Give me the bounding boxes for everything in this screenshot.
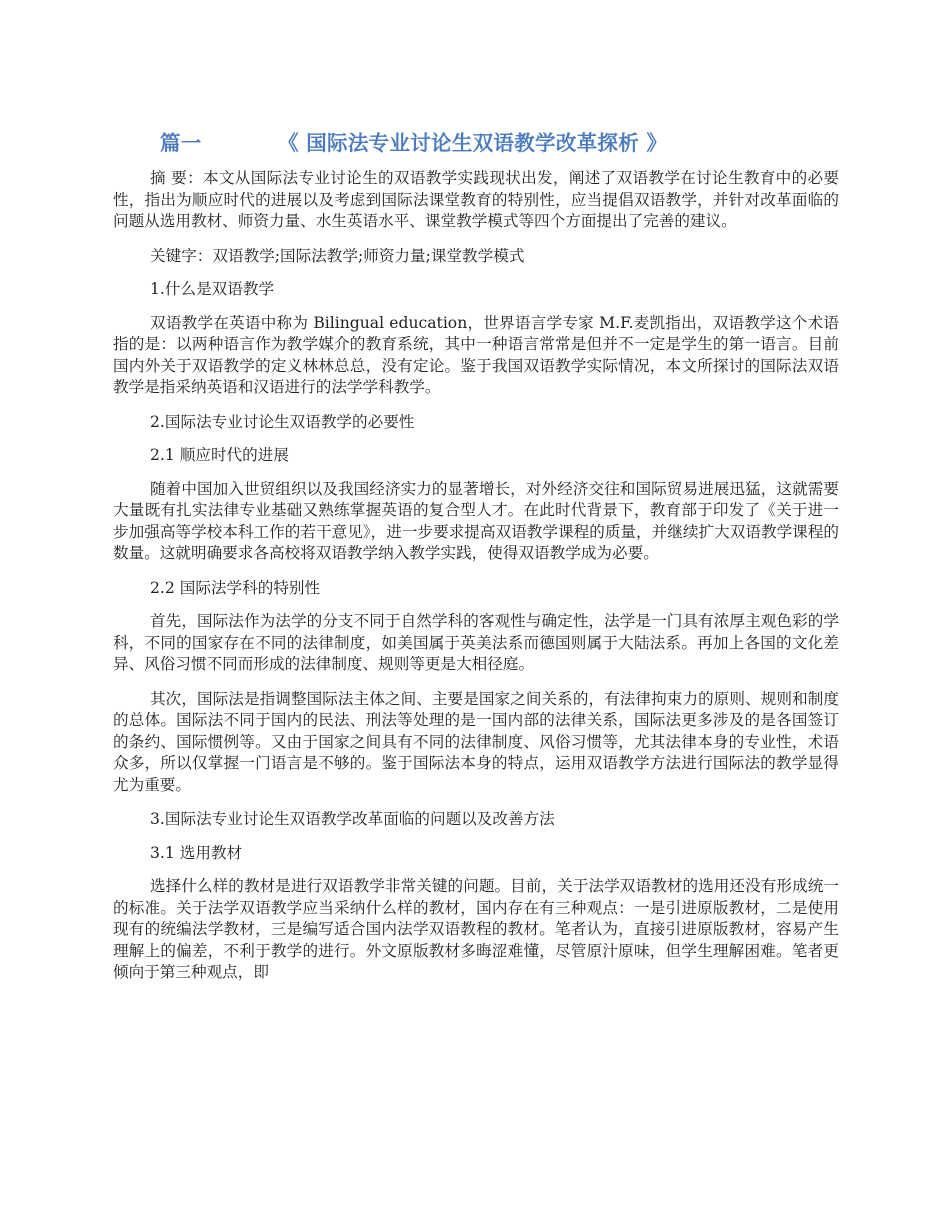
subsection-heading-2-1: 2.1 顺应时代的进展 [150, 446, 289, 464]
title-text: 《 国际法专业讨论生双语教学改革探析 》 [278, 131, 668, 155]
body-paragraph: 双语教学在英语中称为 Bilingual education，世界语言学专家 M.F.麦凯指出，双语教学这个术语指的是：以两种语言作为教学媒介的教育系统，其中一种语言常常是但并不一定是学生的第一语言。目前国内外关于双语教学的定义林林总总，没有定论。鉴于我国双语教学实际情况，本文所探讨的国际法双语教学是指采纳英语和汉语进行的法学学科教学。 [113, 313, 839, 396]
subsection-heading-2-2: 2.2 国际法学科的特别性 [150, 578, 321, 597]
abstract-paragraph: 摘 要：本文从国际法专业讨论生的双语教学实践现状出发，阐述了双语教学在讨论生教育中的必要性，指出为顺应时代的进展以及考虑到国际法课堂教育的特别性，应当提倡双语教学，并针对改革面临的问题从选用教材、师资力量、水生英语水平、课堂教学模式等四个方面提出了完善的建议。 [113, 169, 839, 230]
document-page [113, 126, 839, 997]
keywords-line: 关键字：双语教学;国际法教学;师资力量;课堂教学模式 [150, 246, 525, 265]
body-paragraph: 随着中国加入世贸组织以及我国经济实力的显著增长，对外经济交往和国际贸易进展迅猛，这就需要大量既有扎实法律专业基础又熟练掌握英语的复合型人才。在此时代背景下，教育部于印发了《关于进一步加强高等学校本科工作的若干意见》，进一步要求提高双语教学课程的质量，并继续扩大双语教学课程的数量。这就明确要求各高校将双语教学纳入教学实践，使得双语教学成为必要。 [113, 479, 839, 562]
subsection-heading-3-1: 3.1 选用教材 [150, 843, 243, 862]
section-heading-2: 2.国际法专业讨论生双语教学的必要性 [150, 412, 415, 431]
body-paragraph: 选择什么样的教材是进行双语教学非常关键的问题。目前，关于法学双语教材的选用还没有形成统一的标准。关于法学双语教学应当采纳什么样的教材，国内存在有三种观点：一是引进原版教材，二是使用现有的统编法学教材，三是编写适合国内法学双语教程的教材。笔者认为，直接引进原版教材，容易产生理解上的偏差，不利于教学的进行。外文原版教材多晦涩难懂，尽管原汁原味，但学生理解困难。笔者更倾向于第三种观点，即 [113, 877, 839, 981]
body-paragraph: 首先，国际法作为法学的分支不同于自然学科的客观性与确定性，法学是一门具有浓厚主观色彩的学科，不同的国家存在不同的法律制度，如美国属于英美法系而德国则属于大陆法系。再加上各国的文化差异、风俗习惯不同而形成的法律制度、规则等更是大相径庭。 [113, 612, 839, 673]
section-heading-1: 1.什么是双语教学 [150, 280, 275, 298]
title-label: 篇一 [160, 131, 202, 155]
body-paragraph: 其次，国际法是指调整国际法主体之间、主要是国家之间关系的，有法律拘束力的原则、规则和制度的总体。国际法不同于国内的民法、刑法等处理的是一国内部的法律关系，国际法更多涉及的是各国签订的条约、国际惯例等。又由于国家之间具有不同的法律制度、风俗习惯等，尤其法律本身的专业性，术语众多，所以仅掌握一门语言是不够的。鉴于国际法本身的特点，运用双语教学方法进行国际法的教学显得尤为重要。 [113, 689, 839, 794]
section-heading-3: 3.国际法专业讨论生双语教学改革面临的问题以及改善方法 [150, 810, 555, 828]
document-title [160, 126, 839, 156]
